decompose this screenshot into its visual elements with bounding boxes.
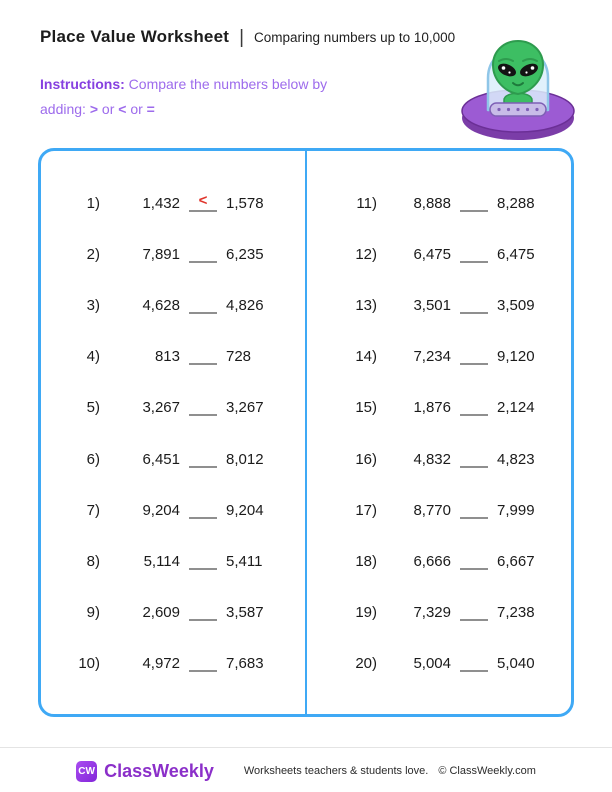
problem-expression <box>377 655 571 672</box>
problem-row <box>306 449 571 469</box>
right-operand: 3,509 <box>497 296 535 314</box>
worksheet-title: Place Value Worksheet <box>40 27 230 46</box>
left-operand: 4,628 <box>142 296 180 314</box>
left-operand: 7,329 <box>413 604 451 622</box>
left-operand: 3,267 <box>142 399 180 417</box>
footer-divider <box>0 747 612 748</box>
problem-expression <box>377 297 571 314</box>
left-operand: 9,204 <box>142 501 180 519</box>
problem-expression <box>377 195 571 212</box>
classweekly-logo: CW <box>76 761 97 782</box>
problem-expression <box>100 451 306 468</box>
equals-symbol: = <box>146 101 155 117</box>
problem-row <box>41 552 306 572</box>
problem-row <box>306 193 571 213</box>
alien-ufo-icon <box>452 18 586 148</box>
problem-row <box>306 654 571 674</box>
left-operand: 1,432 <box>142 194 180 212</box>
left-operand: 4,972 <box>142 655 180 673</box>
problem-expression <box>377 553 571 570</box>
right-operand: 1,578 <box>226 194 264 212</box>
problem-number: 20) <box>355 655 377 673</box>
problem-number: 13) <box>355 296 377 314</box>
problem-number: 3) <box>86 296 100 314</box>
problem-number: 10) <box>78 655 100 673</box>
problem-number: 7) <box>86 501 100 519</box>
answer-blank[interactable] <box>189 246 217 263</box>
left-operand: 6,475 <box>413 245 451 263</box>
problems-column-right <box>306 151 571 714</box>
alien-ufo-illustration <box>452 18 586 148</box>
problems-box <box>38 148 574 717</box>
left-operand: 813 <box>154 348 180 366</box>
problem-row <box>41 500 306 520</box>
problem-number: 2) <box>86 245 100 263</box>
right-operand: 6,667 <box>497 553 535 571</box>
right-operand: 9,204 <box>226 501 264 519</box>
problem-number: 4) <box>86 348 100 366</box>
problem-expression <box>377 399 571 416</box>
left-operand: 5,114 <box>143 553 180 571</box>
right-operand: 7,238 <box>497 604 535 622</box>
left-operand: 1,876 <box>413 399 451 417</box>
answer-blank[interactable] <box>460 553 488 570</box>
left-operand: 3,501 <box>413 296 451 314</box>
problem-number: 16) <box>355 450 377 468</box>
problem-expression <box>100 502 306 519</box>
right-operand: 2,124 <box>497 399 535 417</box>
answer-blank[interactable] <box>460 451 488 468</box>
problem-number: 9) <box>86 604 100 622</box>
problem-number: 11) <box>356 194 377 212</box>
problem-expression <box>377 246 571 263</box>
right-operand: 3,587 <box>226 604 264 622</box>
instructions-text <box>40 72 370 122</box>
brand-name: ClassWeekly <box>104 760 214 781</box>
right-operand: 4,823 <box>497 450 535 468</box>
problems-column-left <box>41 151 306 714</box>
problem-row <box>41 449 306 469</box>
answer-blank[interactable] <box>189 399 217 416</box>
problem-number: 19) <box>355 604 377 622</box>
right-operand: 6,475 <box>497 245 535 263</box>
left-operand: 8,770 <box>413 501 451 519</box>
problem-row <box>306 603 571 623</box>
answer-blank[interactable] <box>189 655 217 672</box>
left-operand: 4,832 <box>413 450 451 468</box>
left-operand: 6,666 <box>413 553 451 571</box>
answer-blank[interactable] <box>189 451 217 468</box>
right-operand: 6,235 <box>226 245 264 263</box>
instructions-line-1: Instructions: Compare the numbers below by <box>40 76 328 92</box>
problem-expression <box>377 451 571 468</box>
answer-blank[interactable] <box>460 195 488 212</box>
problem-expression <box>100 246 306 263</box>
left-operand: 7,891 <box>142 245 180 263</box>
problem-number: 6) <box>86 450 100 468</box>
footer-copyright: © ClassWeekly.com <box>438 765 536 777</box>
page-footer <box>0 753 612 789</box>
answer-blank[interactable] <box>189 191 217 212</box>
problem-row <box>306 500 571 520</box>
answer-blank[interactable] <box>460 348 488 365</box>
answer-blank[interactable] <box>189 502 217 519</box>
right-operand: 8,288 <box>497 194 535 212</box>
left-operand: 8,888 <box>413 194 451 212</box>
answer-blank[interactable] <box>460 604 488 621</box>
problem-expression <box>100 553 306 570</box>
problem-row <box>41 244 306 264</box>
problem-expression <box>100 604 306 621</box>
greater-than-symbol: > <box>89 101 99 117</box>
footer-tagline: Worksheets teachers & students love. <box>243 765 429 777</box>
right-operand: 7,999 <box>497 501 535 519</box>
problem-expression <box>377 348 571 365</box>
problem-number: 12) <box>355 245 377 263</box>
page-header <box>40 26 455 48</box>
less-than-symbol: < <box>118 101 127 117</box>
right-operand: 3,267 <box>226 399 264 417</box>
problem-row <box>306 295 571 315</box>
left-operand: 5,004 <box>413 655 451 673</box>
answer-symbol: < <box>198 191 208 209</box>
right-operand: 7,683 <box>226 655 264 673</box>
problem-number: 15) <box>355 399 377 417</box>
problem-expression <box>100 348 306 365</box>
problem-number: 17) <box>355 501 377 519</box>
title-separator: | <box>239 27 245 48</box>
problem-expression <box>100 399 306 416</box>
answer-blank[interactable] <box>460 502 488 519</box>
problem-row <box>41 295 306 315</box>
instructions-label: Instructions: <box>40 76 129 92</box>
problem-expression <box>377 502 571 519</box>
problem-expression <box>100 655 306 672</box>
problem-expression <box>100 297 306 314</box>
left-operand: 7,234 <box>413 348 451 366</box>
answer-blank[interactable] <box>460 246 488 263</box>
answer-blank[interactable] <box>189 604 217 621</box>
left-operand: 2,609 <box>142 604 180 622</box>
problem-number: 14) <box>355 348 377 366</box>
problem-expression <box>100 191 306 212</box>
problem-row <box>306 347 571 367</box>
answer-blank[interactable] <box>460 297 488 314</box>
answer-blank[interactable] <box>189 553 217 570</box>
right-operand: 8,012 <box>226 450 264 468</box>
problem-number: 8) <box>86 553 100 571</box>
worksheet-subtitle: Comparing numbers up to 10,000 <box>254 30 456 45</box>
answer-blank[interactable] <box>460 655 488 672</box>
problem-expression <box>377 604 571 621</box>
right-operand: 728 <box>226 348 252 366</box>
right-operand: 5,411 <box>226 553 263 571</box>
answer-blank[interactable] <box>189 348 217 365</box>
problem-row <box>41 398 306 418</box>
problem-number: 1) <box>86 194 100 212</box>
problem-row <box>41 603 306 623</box>
problem-number: 18) <box>355 553 377 571</box>
problem-row <box>41 347 306 367</box>
left-operand: 6,451 <box>142 450 180 468</box>
problem-row <box>306 398 571 418</box>
problem-row <box>306 244 571 264</box>
problem-row <box>41 654 306 674</box>
right-operand: 4,826 <box>226 296 264 314</box>
answer-blank[interactable] <box>460 399 488 416</box>
right-operand: 9,120 <box>497 348 535 366</box>
right-operand: 5,040 <box>497 655 535 673</box>
problem-row <box>306 552 571 572</box>
instructions-line-2: adding: > or < or = <box>40 101 155 117</box>
answer-blank[interactable] <box>189 297 217 314</box>
problem-row <box>41 193 306 213</box>
problem-number: 5) <box>86 399 100 417</box>
column-divider <box>305 151 307 714</box>
